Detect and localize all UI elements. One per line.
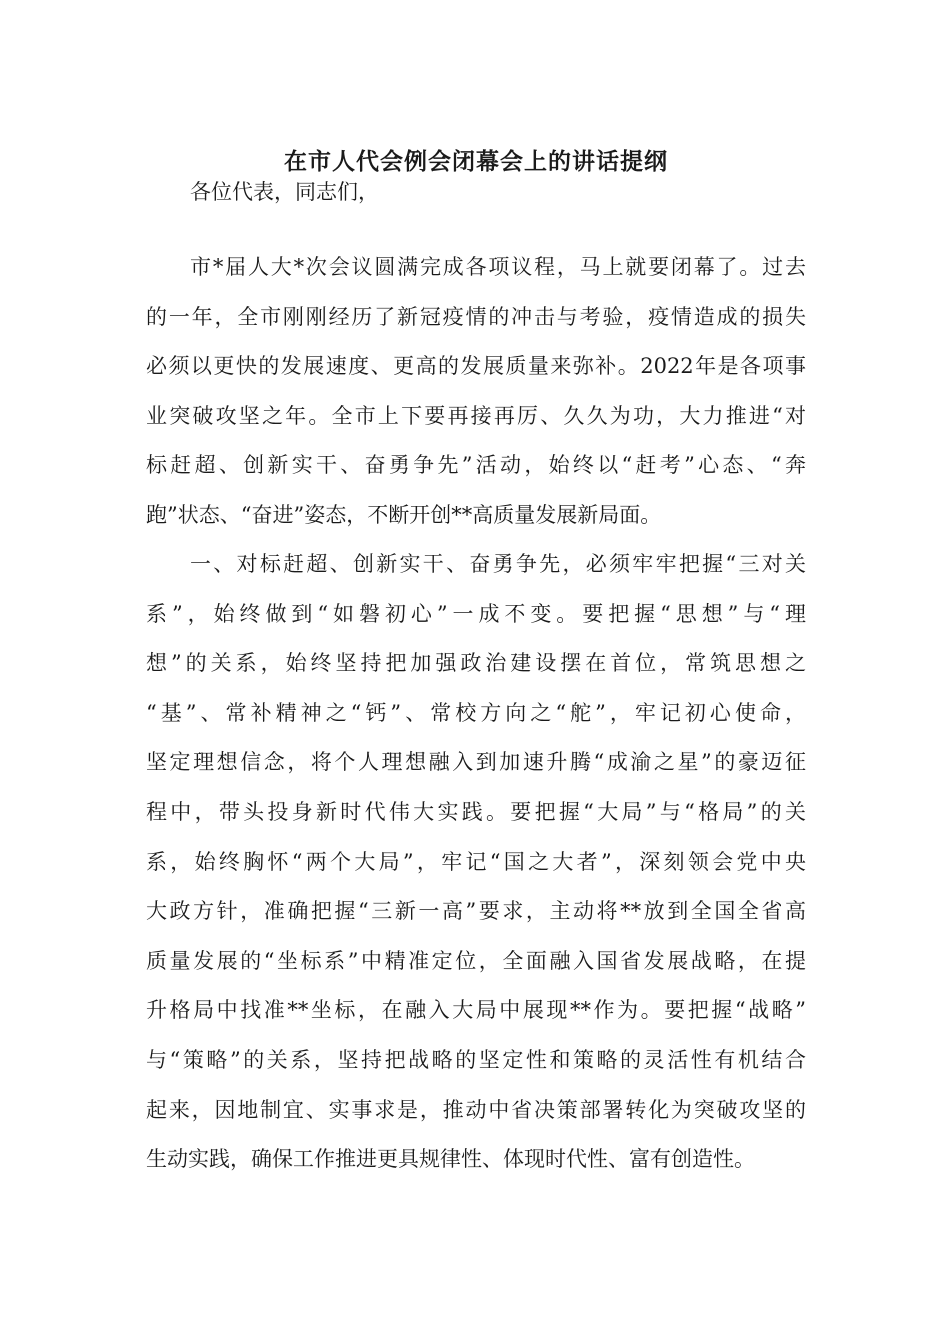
salutation: 各位代表，同志们， bbox=[190, 180, 379, 204]
paragraph-line: 必须以更快的发展速度、更高的发展质量来弥补。2022年是各项事 bbox=[146, 354, 806, 379]
paragraph-line: 大政方针，准确把握“三新一高”要求，主动将**放到全国全省高 bbox=[146, 899, 806, 924]
paragraph-line: 一、对标赶超、创新实干、奋勇争先，必须牢牢把握“三对关 bbox=[190, 552, 806, 576]
paragraph-line: 市*届人大*次会议圆满完成各项议程，马上就要闭幕了。过去 bbox=[190, 255, 806, 279]
paragraph-line: 标赶超、创新实干、奋勇争先”活动，始终以“赶考”心态、“奔 bbox=[146, 453, 806, 478]
paragraph-line: 坚定理想信念，将个人理想融入到加速升腾“成渝之星”的豪迈征 bbox=[146, 750, 806, 775]
paragraph-line: 跑”状态、“奋进”姿态，不断开创**高质量发展新局面。 bbox=[146, 502, 662, 527]
paragraph-section-one bbox=[146, 540, 806, 1185]
paragraph-line: 升格局中找准**坐标，在融入大局中展现**作为。要把握“战略” bbox=[146, 998, 806, 1023]
paragraph-line: “基”、常补精神之“钙”、常校方向之“舵”，牢记初心使命， bbox=[146, 700, 806, 725]
paragraph-intro bbox=[146, 243, 806, 541]
paragraph-line: 起来，因地制宜、实事求是，推动中省决策部署转化为突破攻坚的 bbox=[146, 1097, 806, 1122]
page-title: 在市人代会例会闭幕会上的讲话提纲 bbox=[284, 148, 668, 175]
paragraph-line: 程中，带头投身新时代伟大实践。要把握“大局”与“格局”的关 bbox=[146, 799, 806, 824]
paragraph-line: 业突破攻坚之年。全市上下要再接再厉、久久为功，大力推进“对 bbox=[146, 403, 806, 428]
paragraph-line: 系”，始终做到“如磐初心”一成不变。要把握“思想”与“理 bbox=[146, 601, 806, 626]
paragraph-line: 的一年，全市刚刚经历了新冠疫情的冲击与考验，疫情造成的损失 bbox=[146, 304, 806, 329]
paragraph-line: 与“策略”的关系，坚持把战略的坚定性和策略的灵活性有机结合 bbox=[146, 1047, 806, 1072]
paragraph-line: 想”的关系，始终坚持把加强政治建设摆在首位，常筑思想之 bbox=[146, 651, 806, 676]
paragraph-line: 质量发展的“坐标系”中精准定位，全面融入国省发展战略，在提 bbox=[146, 948, 806, 973]
paragraph-line: 系，始终胸怀“两个大局”，牢记“国之大者”，深刻领会党中央 bbox=[146, 849, 806, 874]
paragraph-line: 生动实践，确保工作推进更具规律性、体现时代性、富有创造性。 bbox=[146, 1147, 755, 1172]
